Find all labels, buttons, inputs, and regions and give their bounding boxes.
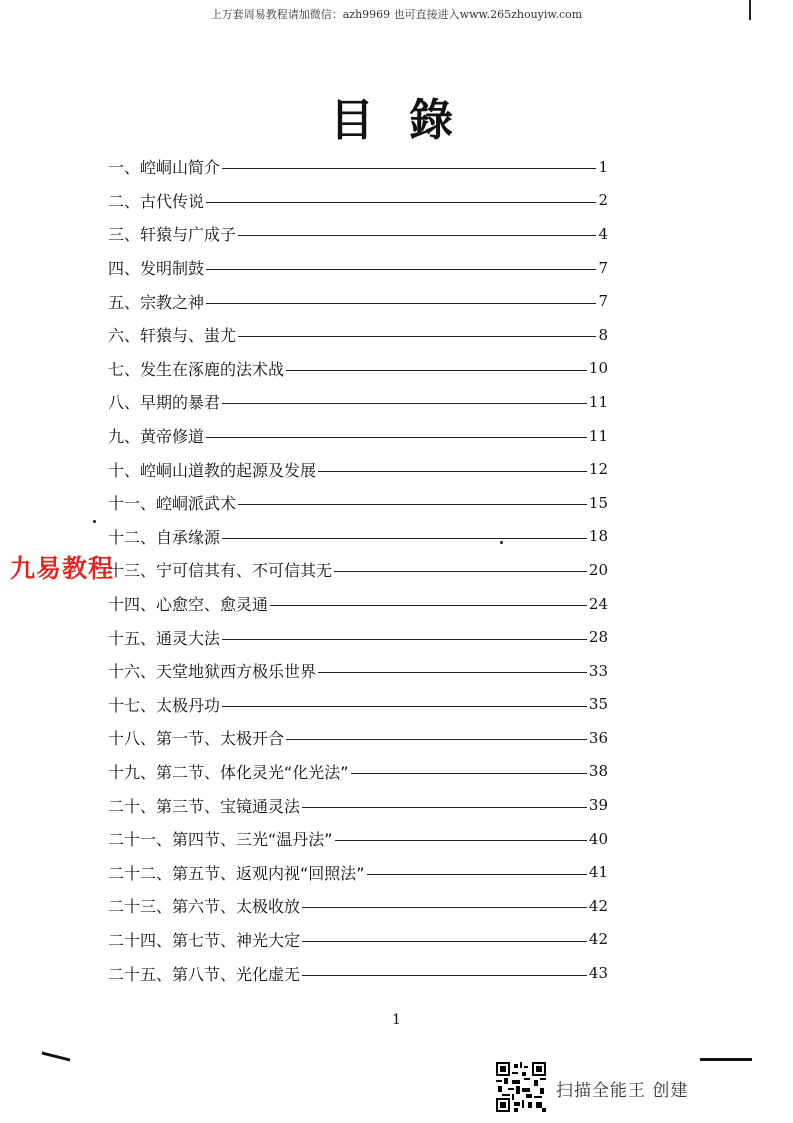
toc-entry-page: 42: [588, 930, 608, 949]
toc-entry: [108, 419, 608, 453]
toc-entry-title: 十、崆峒山道教的起源及发展: [108, 460, 317, 480]
toc-entry-page: 18: [588, 527, 608, 546]
toc-leader-line: [302, 907, 587, 908]
toc-entry-title: 十一、崆峒派武术: [108, 494, 237, 514]
toc-entry: [108, 788, 608, 822]
scan-edge-mark: [749, 0, 751, 20]
toc-leader-line: [206, 202, 596, 203]
toc-entry-title: 九、黄帝修道: [108, 427, 205, 447]
toc-entry-page: 2: [598, 191, 608, 210]
toc-leader-line: [367, 874, 587, 875]
toc-entry: [108, 587, 608, 621]
toc-entry: [108, 217, 608, 251]
toc-entry-page: 42: [588, 896, 608, 915]
toc-entry: [108, 889, 608, 923]
toc-entry: [108, 184, 608, 218]
toc-entry-page: 11: [588, 426, 608, 445]
toc-entry: [108, 620, 608, 654]
toc-leader-line: [318, 672, 587, 673]
toc-entry: [108, 755, 608, 789]
toc-leader-line: [286, 370, 587, 371]
toc-leader-line: [222, 639, 587, 640]
toc-leader-line: [238, 336, 596, 337]
toc-entry-page: 39: [588, 796, 608, 815]
toc-entry-page: 33: [588, 661, 608, 680]
toc-entry: [108, 654, 608, 688]
toc-entry-title: 一、崆峒山简介: [108, 158, 221, 178]
toc-entry: [108, 923, 608, 957]
toc-leader-line: [238, 504, 587, 505]
toc-entry-page: 20: [588, 560, 608, 579]
toc-entry: [108, 688, 608, 722]
toc-entry: [108, 520, 608, 554]
toc-entry-title: 二十四、第七节、神光大定: [108, 930, 301, 950]
toc-leader-line: [335, 840, 587, 841]
toc-leader-line: [222, 538, 587, 539]
toc-entry-title: 二十二、第五节、返观内视“回照法”: [108, 863, 365, 883]
toc-entry-page: 7: [598, 258, 608, 277]
toc-entry-page: 28: [588, 628, 608, 647]
toc-entry-title: 二十、第三节、宝镜通灵法: [108, 796, 301, 816]
toc-entry-page: 41: [588, 863, 608, 882]
toc-entry-page: 10: [588, 359, 608, 378]
scan-speck: [500, 541, 503, 544]
header-note: 上万套周易教程请加微信：azh9969 也可直接进入www.265zhouyiw.com: [210, 8, 583, 21]
toc-entry-title: 十八、第一节、太极开合: [108, 729, 285, 749]
scan-edge-mark: [42, 1052, 70, 1062]
toc-leader-line: [351, 773, 587, 774]
toc-entry: [108, 318, 608, 352]
toc-entry-title: 十六、天堂地狱西方极乐世界: [108, 662, 317, 682]
toc-entry-page: 40: [588, 829, 608, 848]
watermark: 九易教程: [10, 554, 115, 583]
toc-entry: [108, 553, 608, 587]
toc-entry: [108, 284, 608, 318]
toc-leader-line: [206, 303, 596, 304]
toc-entry-page: 11: [588, 392, 608, 411]
toc-entry-title: 二十三、第六节、太极收放: [108, 897, 301, 917]
toc-leader-line: [270, 605, 587, 606]
toc-entry-page: 24: [588, 594, 608, 613]
toc-entry-title: 二十一、第四节、三光“温丹法”: [108, 830, 333, 850]
toc-entry-title: 五、宗教之神: [108, 292, 205, 312]
toc-entry: [108, 385, 608, 419]
toc-entry-page: 1: [598, 157, 608, 176]
toc-entry: [108, 452, 608, 486]
page-title: 目 錄: [329, 95, 464, 146]
page-number: 1: [392, 1012, 401, 1028]
toc-leader-line: [334, 571, 587, 572]
toc-leader-line: [318, 471, 587, 472]
toc-entry: [108, 150, 608, 184]
scanner-brand: 扫描全能王 创建: [556, 1081, 689, 1101]
toc-entry-title: 二、古代传说: [108, 191, 205, 211]
table-of-contents: [108, 150, 608, 990]
toc-entry-title: 十三、宁可信其有、不可信其无: [108, 561, 333, 581]
toc-entry-page: 36: [588, 728, 608, 747]
qr-code-icon: [496, 1062, 546, 1112]
toc-entry-title: 十九、第二节、体化灵光“化光法”: [108, 762, 349, 782]
toc-entry-page: 15: [588, 493, 608, 512]
toc-leader-line: [206, 437, 587, 438]
toc-entry: [108, 251, 608, 285]
toc-entry: [108, 486, 608, 520]
toc-entry-page: 8: [598, 325, 608, 344]
toc-leader-line: [222, 706, 587, 707]
toc-leader-line: [286, 739, 587, 740]
toc-entry-page: 38: [588, 762, 608, 781]
toc-entry-page: 12: [588, 460, 608, 479]
toc-entry-title: 四、发明制鼓: [108, 259, 205, 279]
toc-entry-title: 十二、自承缘源: [108, 527, 221, 547]
toc-entry-title: 八、早期的暴君: [108, 393, 221, 413]
toc-entry-title: 三、轩猿与广成子: [108, 225, 237, 245]
scan-speck: [93, 520, 96, 523]
toc-entry-title: 七、发生在涿鹿的法术战: [108, 359, 285, 379]
toc-entry-title: 六、轩猿与、蚩尤: [108, 326, 237, 346]
toc-entry: [108, 822, 608, 856]
toc-entry-title: 十五、通灵大法: [108, 628, 221, 648]
toc-entry-page: 43: [588, 964, 608, 983]
toc-entry: [108, 855, 608, 889]
toc-entry-page: 4: [598, 224, 608, 243]
toc-entry-title: 十四、心愈空、愈灵通: [108, 595, 269, 615]
toc-entry-page: 7: [598, 292, 608, 311]
toc-leader-line: [206, 269, 596, 270]
toc-leader-line: [238, 235, 596, 236]
toc-entry: [108, 352, 608, 386]
toc-leader-line: [222, 168, 596, 169]
toc-entry-title: 十七、太极丹功: [108, 695, 221, 715]
toc-leader-line: [222, 403, 587, 404]
toc-leader-line: [302, 807, 587, 808]
toc-entry: [108, 721, 608, 755]
toc-leader-line: [302, 941, 587, 942]
toc-entry-title: 二十五、第八节、光化虚无: [108, 964, 301, 984]
scan-edge-mark: [700, 1058, 752, 1061]
toc-leader-line: [302, 975, 587, 976]
toc-entry: [108, 956, 608, 990]
toc-entry-page: 35: [588, 695, 608, 714]
